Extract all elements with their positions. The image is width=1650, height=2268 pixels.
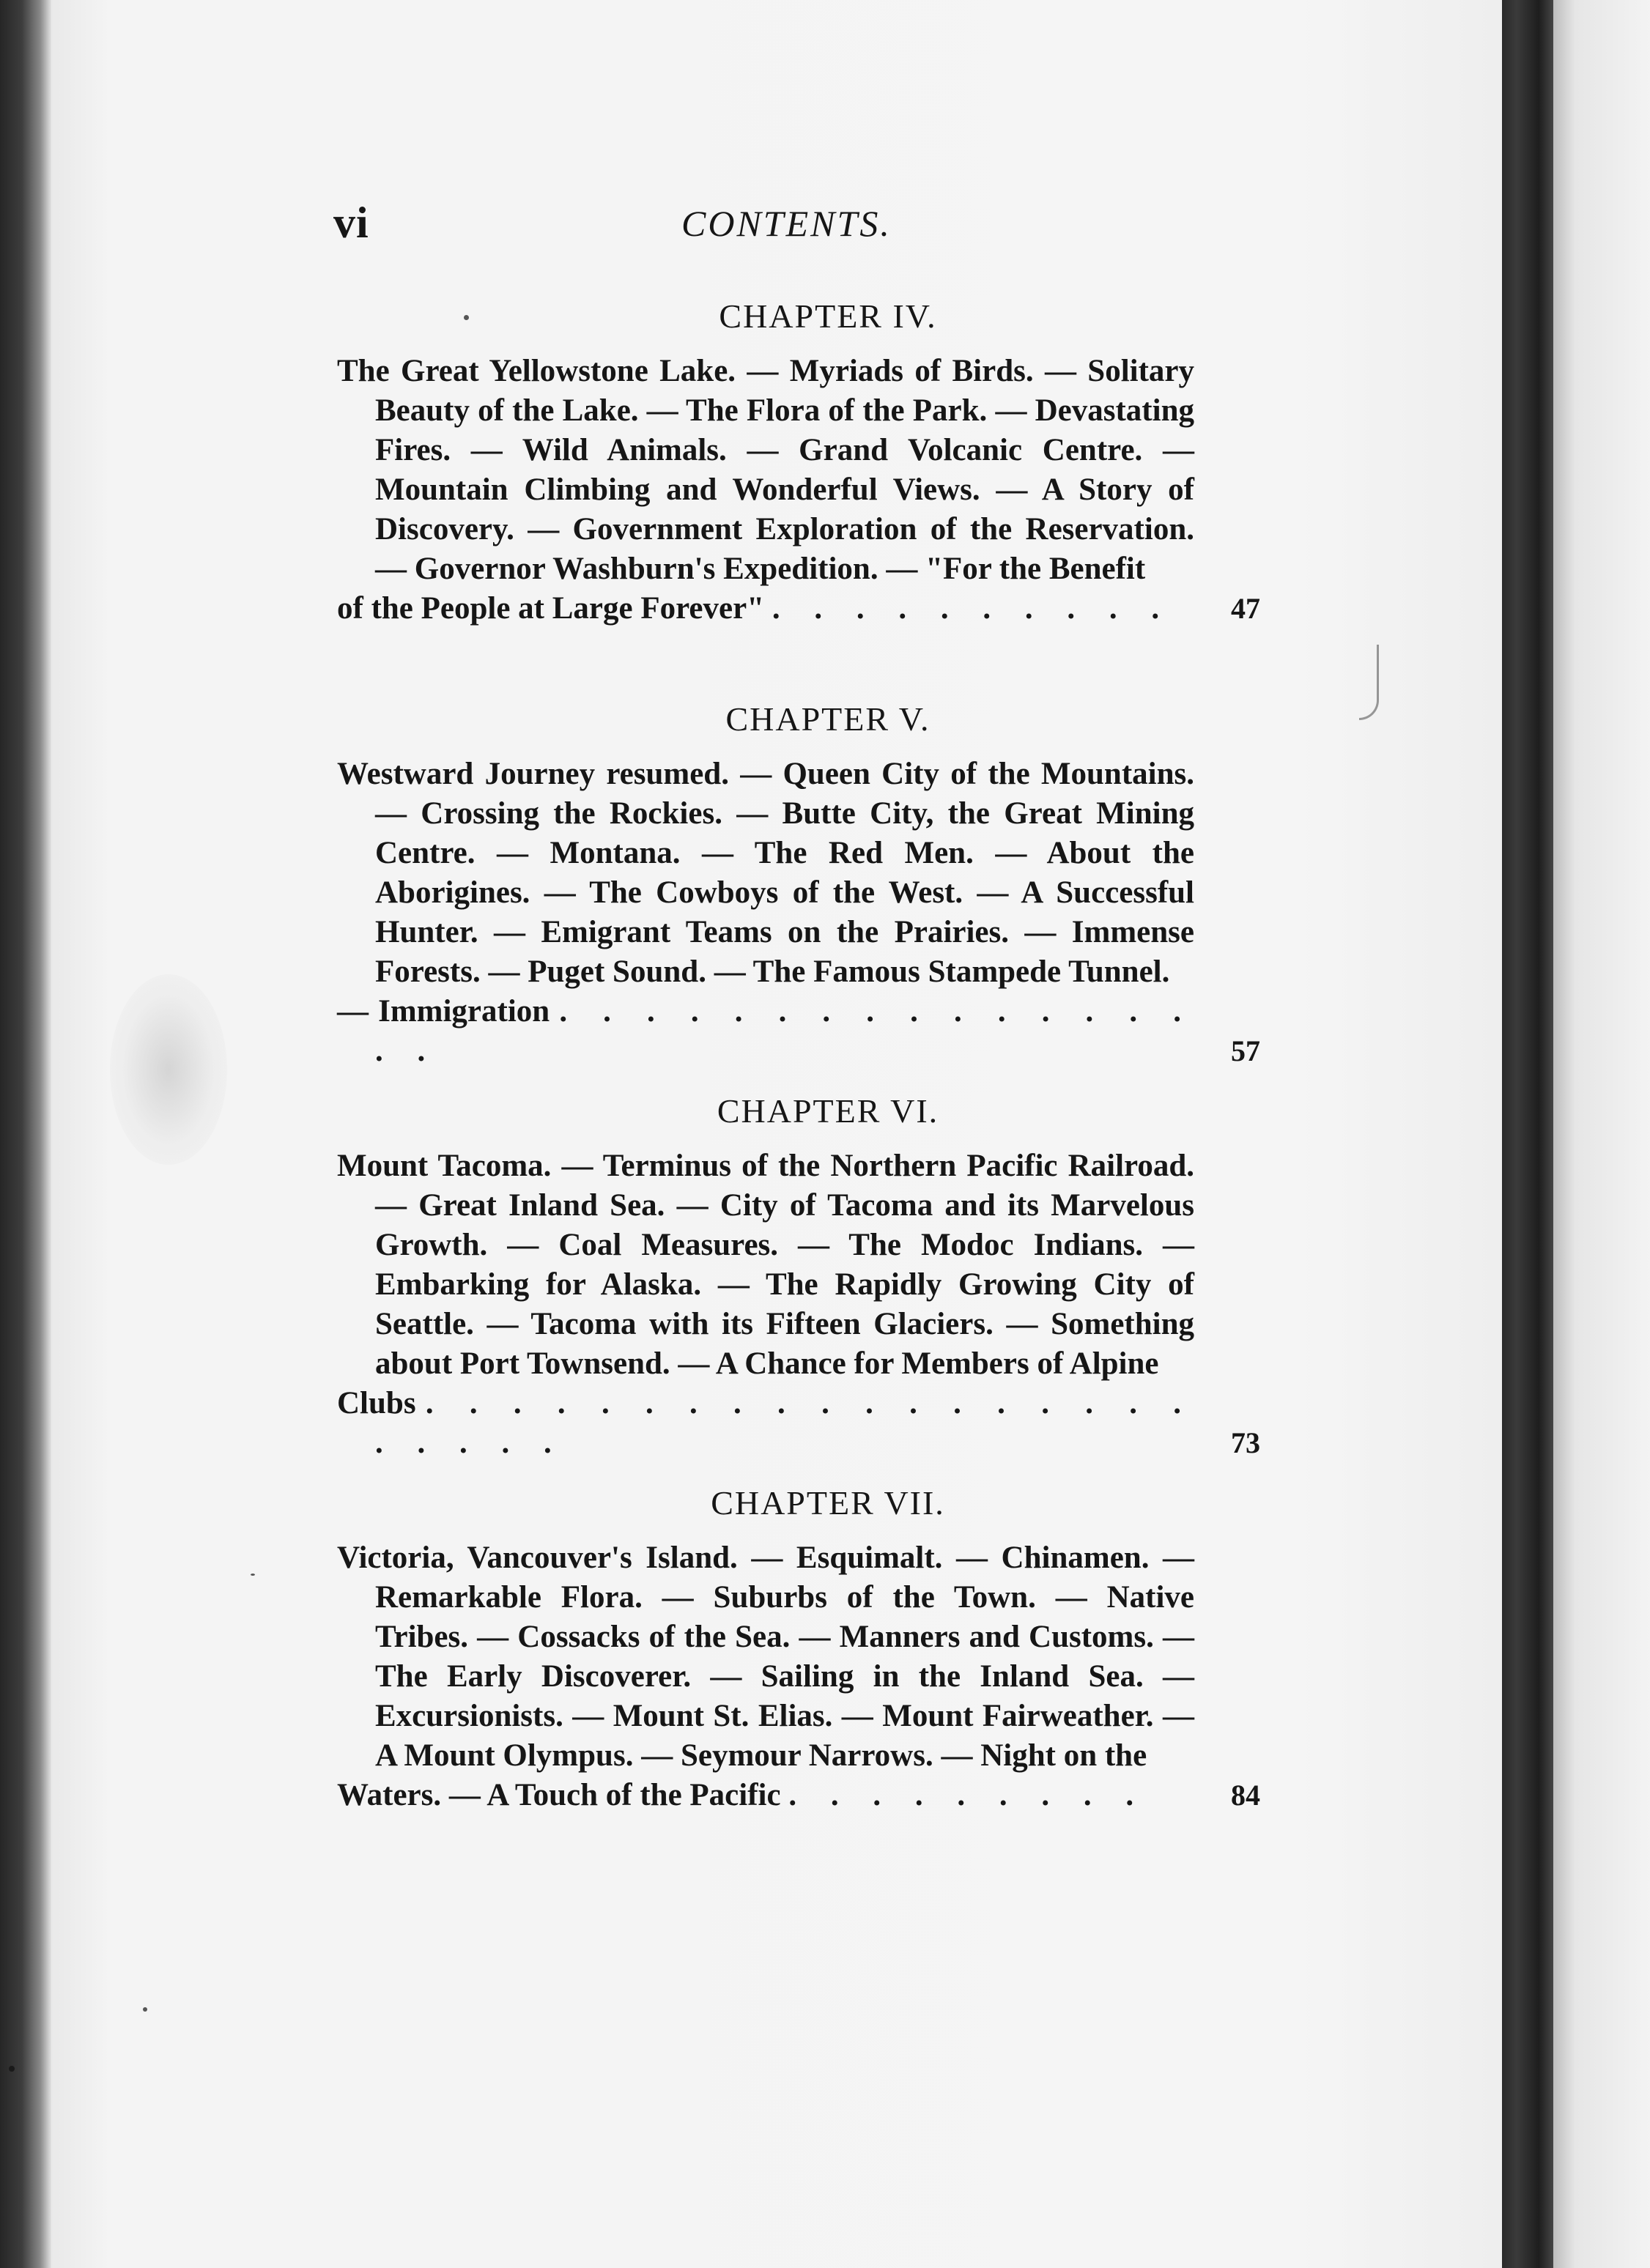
summary-last-line: — Immigration . . . . . . . . . . . . . . . . . — [337, 994, 1195, 1068]
dot-leaders: . . . . . . . . . . . . . . . . . . . . . . . — [375, 1386, 1195, 1460]
dot-leaders: . . . . . . . . . . . . . . . . . — [375, 994, 1195, 1068]
chapter-summary — [337, 1146, 1260, 1463]
page-reference: 73 — [1231, 1426, 1260, 1459]
dust-speck — [251, 1574, 255, 1576]
dot-leaders: . . . . . . . . . — [788, 1778, 1147, 1812]
dust-speck — [143, 2007, 147, 2012]
chapter-summary — [337, 755, 1260, 1071]
chapter-summary — [337, 352, 1260, 629]
summary-last-line: Waters. — A Touch of the Pacific . . . . . . . . . — [337, 1778, 1147, 1812]
chapter-v-entry — [337, 700, 1260, 1071]
summary-text: Westward Journey resumed. — Queen City of the Mountains. — Crossing the Rockies. — Butte City, the Great Mining Centre. — Montana. — The Red Men. — About the Aborigines. — The Cowboys of the West. — A Successful Hunter. — Emigrant Teams on the Prairies. — Immense Forests. — Puget Sound. — The Famous Stampede Tunnel. — [337, 757, 1194, 989]
running-head — [0, 198, 1650, 256]
chapter-heading: CHAPTER VI. — [717, 1092, 939, 1130]
binding-gutter — [1502, 0, 1553, 2268]
summary-text: Mount Tacoma. — Terminus of the Northern Pacific Railroad. — Great Inland Sea. — City of Tacoma and its Marvelous Growth. — Coal Measures. — The Modoc Indians. — Embarking for Alaska. — The Rapidly Growing City of Seattle. — Tacoma with its Fifteen Glaciers. — Something about Port Townsend. — A Chance for Members of Alpine — [337, 1149, 1194, 1381]
page-reference: 47 — [1231, 592, 1260, 625]
page-stain — [110, 974, 227, 1165]
chapter-vi-entry — [337, 1092, 1260, 1463]
summary-last-line: Clubs . . . . . . . . . . . . . . . . . . . . . . . — [337, 1386, 1195, 1460]
summary-last-line: of the People at Large Forever" . . . . . . . . . . — [337, 591, 1173, 626]
summary-text: Victoria, Vancouver's Island. — Esquimalt. — Chinamen. — Remarkable Flora. — Suburbs of the Town. — Native Tribes. — Cossacks of the Sea. — Manners and Customs. — The Early Discoverer. — Sailing in the Inland Sea. — Excursionists. — Mount St. Elias. — Mount Fairweather. — A Mount Olympus. — Seymour Narrows. — Night on the — [337, 1541, 1194, 1773]
running-title: CONTENTS. — [681, 203, 892, 244]
scan-edge-shadow — [0, 0, 51, 2268]
chapter-vii-entry — [337, 1483, 1260, 1815]
chapter-heading: CHAPTER IV. — [719, 297, 937, 335]
summary-text: The Great Yellowstone Lake. — Myriads of Birds. — Solitary Beauty of the Lake. — The Flora of the Park. — Devastating Fires. — Wild Animals. — Grand Volcanic Centre. — Mountain Climbing and Wonderful Views. — A Story of Discovery. — Government Exploration of the Reservation. — Governor Washburn's Expedition. — "For the Benefit — [337, 354, 1194, 586]
page-reference: 84 — [1231, 1779, 1260, 1812]
dust-speck — [9, 2066, 15, 2072]
chapter-iv-entry — [337, 297, 1260, 629]
chapter-heading: CHAPTER V. — [725, 700, 931, 738]
pencil-mark — [1359, 645, 1379, 720]
page-number: vi — [333, 199, 369, 247]
page-reference: 57 — [1231, 1034, 1260, 1067]
facing-page-edge — [1553, 0, 1650, 2268]
dot-leaders: . . . . . . . . . . — [772, 591, 1173, 626]
chapter-summary — [337, 1538, 1260, 1815]
chapter-heading: CHAPTER VII. — [711, 1484, 945, 1522]
